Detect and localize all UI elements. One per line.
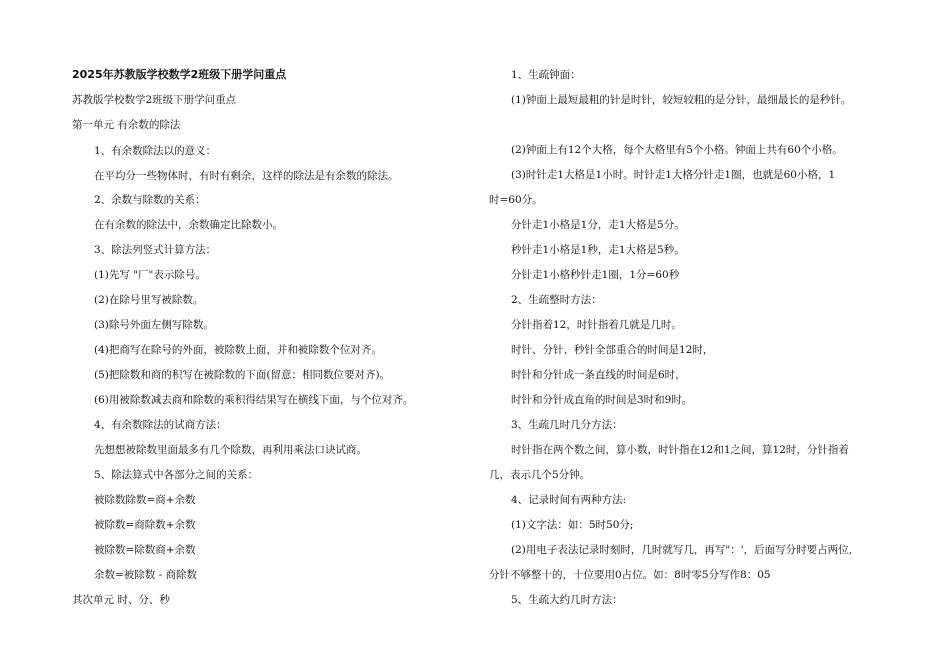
- document-title: 2025年苏教版学校数学2班级下册学问重点: [72, 68, 287, 81]
- right-line: 分针不够整十的，十位要用0占位。如：8时零5分写作8：05: [489, 569, 771, 581]
- left-line: 3、除法列竖式计算方法：: [94, 244, 217, 256]
- right-line: (2)用电子表法记录时刻时，几时就写几，再写"：'，后面写分时要占两位,: [511, 544, 852, 556]
- left-line: 被除数除数=商+余数: [94, 494, 196, 506]
- right-line: 分针指着12，时针指着几就是几时。: [511, 319, 682, 331]
- left-line: 4、有余数除法的试商方法：: [94, 419, 227, 431]
- right-line: 4、记录时间有两种方法:: [511, 494, 627, 506]
- right-line: 几，表示几个5分钟。: [489, 469, 591, 481]
- left-line: (4)把商写在除号的外面，被除数上面，并和被除数个位对齐。: [94, 344, 382, 356]
- right-line: 分针走1小格是1分，走1大格是5分。: [511, 219, 685, 231]
- left-line: 2、余数与除数的关系：: [94, 194, 206, 206]
- left-line: 在有余数的除法中，余数确定比除数小。: [94, 219, 283, 231]
- right-line: (2)钟面上有12个大格，每个大格里有5个小格。钟面上共有60个小格。: [511, 144, 843, 156]
- left-line: 被除数=除数商+余数: [94, 544, 196, 556]
- left-line: (5)把除数和商的积写在被除数的下面(留意：相同数位要对齐)。: [94, 369, 391, 381]
- left-line: 其次单元 时、分、秒: [72, 594, 170, 606]
- left-line: (6)用被除数减去商和除数的乘积得结果写在横线下面，与个位对齐。: [94, 394, 414, 406]
- right-line: (3)时针走1大格是1小时。时针走1大格分针走1圈，也就是60小格，1: [511, 169, 836, 181]
- right-line: (1)文字法：如：5时50分;: [511, 519, 634, 531]
- right-line: 3、生疏几时几分方法：: [511, 419, 623, 431]
- left-line: 在平均分一些物体时，有时有剩余，这样的除法是有余数的除法。: [94, 170, 399, 182]
- left-line: 先想想被除数里面最多有几个除数，再利用乘法口诀试商。: [94, 444, 367, 456]
- right-line: 2、生疏整时方法：: [511, 294, 602, 306]
- left-line: 苏教版学校数学2班级下册学问重点: [72, 94, 237, 106]
- right-line: 时针和分针成一条直线的时间是6时，: [511, 369, 686, 381]
- left-line: (1)先写 "厂"表示除号。: [94, 269, 206, 281]
- left-line: 余数=被除数 - 商除数: [94, 569, 198, 581]
- right-line: 时针和分针成直角的时间是3时和9时。: [511, 394, 693, 406]
- left-line: 被除数=商除数+余数: [94, 519, 196, 531]
- right-line: (1)钟面上最短最粗的针是时针，较短较粗的是分针，最细最长的是秒针。: [511, 94, 852, 106]
- right-line: 1、生疏钟面：: [511, 69, 581, 81]
- right-line: 时针、分针、秒针全部重合的时间是12时，: [511, 344, 714, 356]
- left-line: 第一单元 有余数的除法: [72, 119, 181, 131]
- right-line: 5、生疏大约几时方法：: [511, 594, 623, 606]
- right-line: 时=60分。: [489, 194, 543, 206]
- left-line: 5、除法算式中各部分之间的关系：: [94, 469, 259, 481]
- left-line: (2)在除号里写被除数。: [94, 294, 204, 306]
- right-line: 秒针走1小格是1秒，走1大格是5秒。: [511, 244, 685, 256]
- left-line: 1、有余数除法以的意义：: [94, 145, 217, 157]
- left-line: (3)除号外面左侧写除数。: [94, 319, 214, 331]
- right-line: 分针走1小格秒针走1圈，1分=60秒: [511, 269, 680, 281]
- right-line: 时针指在两个数之间，算小数，时针指在12和1之间，算12时，分针指着: [511, 444, 849, 456]
